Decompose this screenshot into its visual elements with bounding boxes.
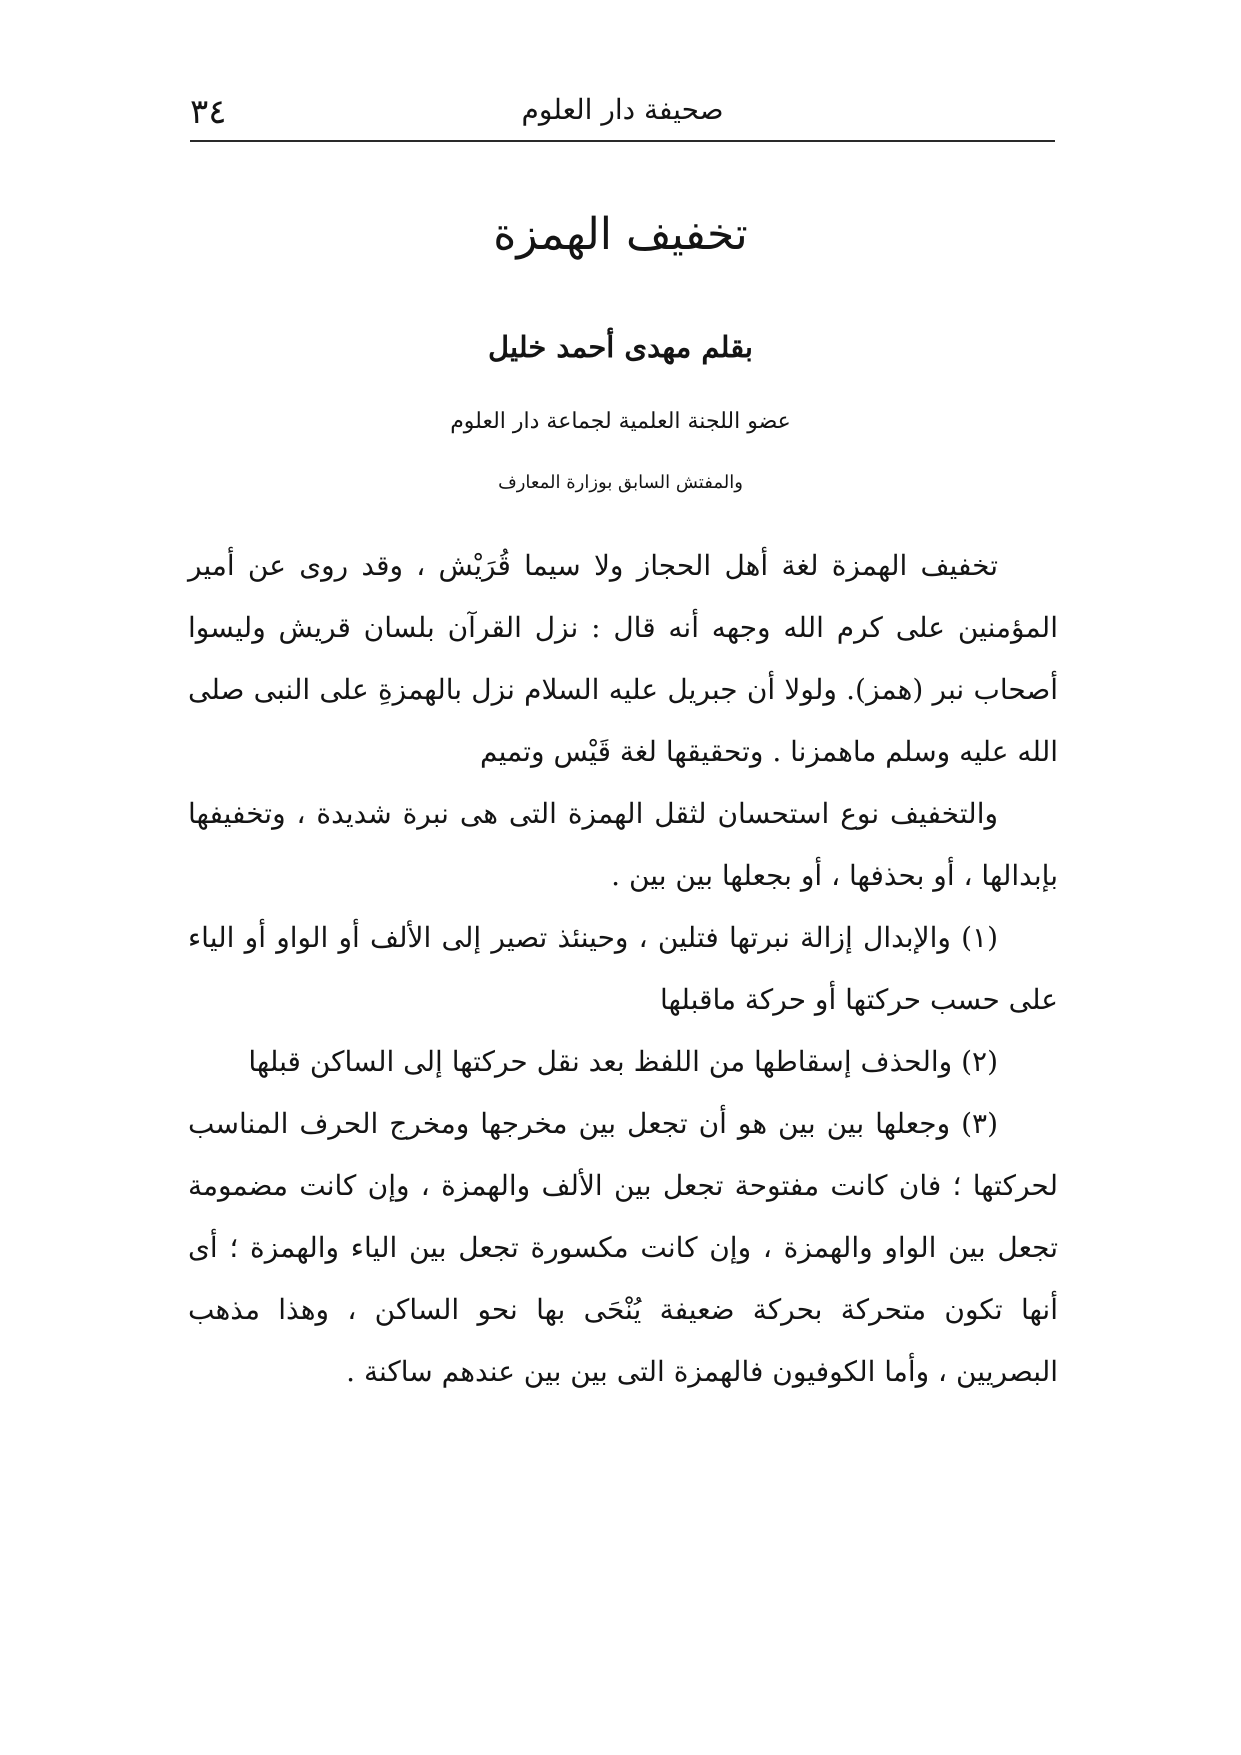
article-title: تخفيف الهمزة xyxy=(493,209,748,260)
author-affiliation-2: والمفتش السابق بوزارة المعارف xyxy=(498,472,743,493)
page-number: ٣٤ xyxy=(190,92,227,132)
article-body xyxy=(188,535,1058,1403)
author-affiliation-1: عضو اللجنة العلمية لجماعة دار العلوم xyxy=(450,409,791,434)
paragraph-1: تخفيف الهمزة لغة أهل الحجاز ولا سيما قُرَيْش ، وقد روى عن أمير المؤمنين على كرم الله وجهه أنه قال : نزل القرآن بلسان قريش وليسوا أصحاب نبر (همز). ولولا أن جبريل عليه السلام نزل بالهمزةِ على النبى صلى الله عليه وسلم ماهمزنا . وتحقيقها لغة قَيْس وتميم xyxy=(188,549,1058,768)
paragraph-4: (٢) والحذف إسقاطها من اللفظ بعد نقل حركتها إلى الساكن قبلها xyxy=(248,1045,998,1078)
header-rule xyxy=(190,140,1055,142)
paragraph-5: (٣) وجعلها بين بين هو أن تجعل بين مخرجها ومخرج الحرف المناسب لحركتها ؛ فان كانت مفتوحة تجعل بين الألف والهمزة ، وإن كانت مضمومة تجعل بين الواو والهمزة ، وإن كانت مكسورة تجعل بين الياء والهمزة ؛ أى أنها تكون متحركة بحركة ضعيفة يُنْحَى بها نحو الساكن ، وهذا مذهب البصريين ، وأما الكوفيون فالهمزة التى بين بين عندهم ساكنة . xyxy=(188,1107,1058,1388)
running-title: صحيفة دار العلوم xyxy=(521,93,724,126)
page-header xyxy=(190,88,1055,138)
paragraph-2: والتخفيف نوع استحسان لثقل الهمزة التى هى نبرة شديدة ، وتخفيفها بإبدالها ، أو بحذفها ، أو بجعلها بين بين . xyxy=(188,797,1058,892)
paragraph-3: (١) والإبدال إزالة نبرتها فتلين ، وحينئذ تصير إلى الألف أو الواو أو الياء على حسب حركتها أو حركة ماقبلها xyxy=(188,921,1058,1016)
article-byline: بقلم مهدى أحمد خليل xyxy=(488,330,753,364)
